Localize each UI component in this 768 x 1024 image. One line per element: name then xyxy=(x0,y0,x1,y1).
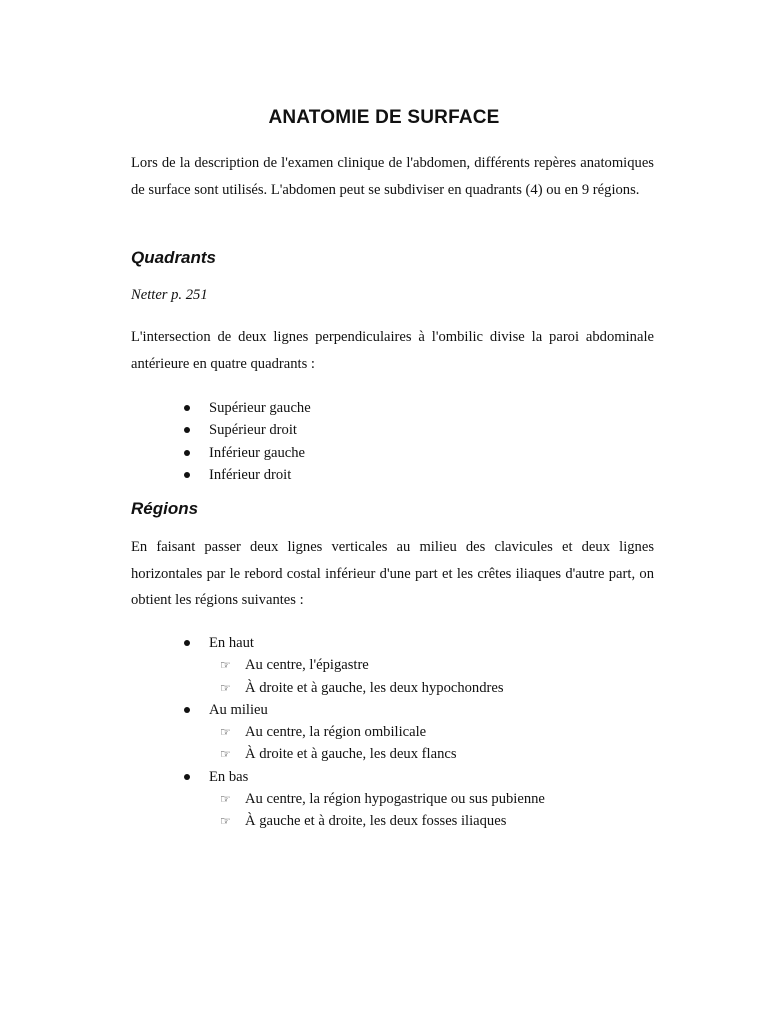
list-item-label: Inférieur droit xyxy=(209,467,292,484)
list-item-label: Supérieur gauche xyxy=(209,400,311,416)
bullet-icon xyxy=(184,427,190,433)
sub-list-item-label: À gauche et à droite, les deux fosses iliaques xyxy=(245,813,507,830)
sub-list-item-label: À droite et à gauche, les deux hypochondres xyxy=(245,679,504,696)
quadrants-paragraph: L'intersection de deux lignes perpendiculaires à l'ombilic divise la paroi abdominale antérieure en quatre quadrants : xyxy=(131,329,654,372)
sub-list xyxy=(209,721,545,765)
page-title: ANATOMIE DE SURFACE xyxy=(268,107,500,128)
sub-list-item-label: Au centre, la région hypogastrique ou sus pubienne xyxy=(245,791,545,808)
list-item-label: Supérieur droit xyxy=(209,422,297,439)
pointing-hand-icon: ☞ xyxy=(220,792,231,807)
sub-list-item-label: À droite et à gauche, les deux flancs xyxy=(245,746,457,763)
sub-list-item xyxy=(209,743,545,765)
pointing-hand-icon: ☞ xyxy=(220,680,231,695)
list-item xyxy=(183,766,545,833)
bullet-icon xyxy=(184,707,190,713)
list-item xyxy=(183,419,311,441)
pointing-hand-icon: ☞ xyxy=(220,814,231,829)
pointing-hand-icon: ☞ xyxy=(220,725,231,740)
regions-list xyxy=(183,632,545,832)
sub-list-item xyxy=(209,788,545,810)
bullet-icon xyxy=(184,774,190,780)
quadrants-list xyxy=(183,397,311,487)
list-item xyxy=(183,442,311,464)
bullet-icon xyxy=(184,450,190,456)
sub-list xyxy=(209,788,545,832)
list-item-label: Au milieu xyxy=(209,701,268,718)
list-item-label: En haut xyxy=(209,635,254,651)
quadrants-reference: Netter p. 251 xyxy=(131,287,208,303)
bullet-icon xyxy=(184,405,190,411)
sub-list-item xyxy=(209,677,545,699)
sub-list-item-label: Au centre, l'épigastre xyxy=(245,657,369,674)
list-item-label: Inférieur gauche xyxy=(209,444,306,461)
regions-heading: Régions xyxy=(131,499,199,518)
bullet-icon xyxy=(184,640,190,646)
sub-list-item xyxy=(209,810,545,832)
sub-list-item xyxy=(209,654,545,676)
sub-list-item xyxy=(209,721,545,743)
list-item xyxy=(183,632,545,699)
quadrants-heading: Quadrants xyxy=(131,248,217,267)
sub-list-item-label: Au centre, la région ombilicale xyxy=(245,724,427,741)
bullet-icon xyxy=(184,472,190,478)
regions-paragraph: En faisant passer deux lignes verticales au milieu des clavicules et deux lignes horizontales par le rebord costal inférieur d'une part et les crêtes iliaques d'autre part, on obtient les régions suivantes : xyxy=(131,539,654,608)
list-item xyxy=(183,464,311,486)
sub-list xyxy=(209,654,545,698)
pointing-hand-icon: ☞ xyxy=(220,747,231,762)
intro-paragraph: Lors de la description de l'examen clinique de l'abdomen, différents repères anatomiques de surface sont utilisés. L'abdomen peut se subdiviser en quadrants (4) ou en 9 régions. xyxy=(131,155,654,198)
list-item xyxy=(183,397,311,419)
list-item-label: En bas xyxy=(209,768,249,785)
list-item xyxy=(183,699,545,766)
pointing-hand-icon: ☞ xyxy=(220,658,231,673)
